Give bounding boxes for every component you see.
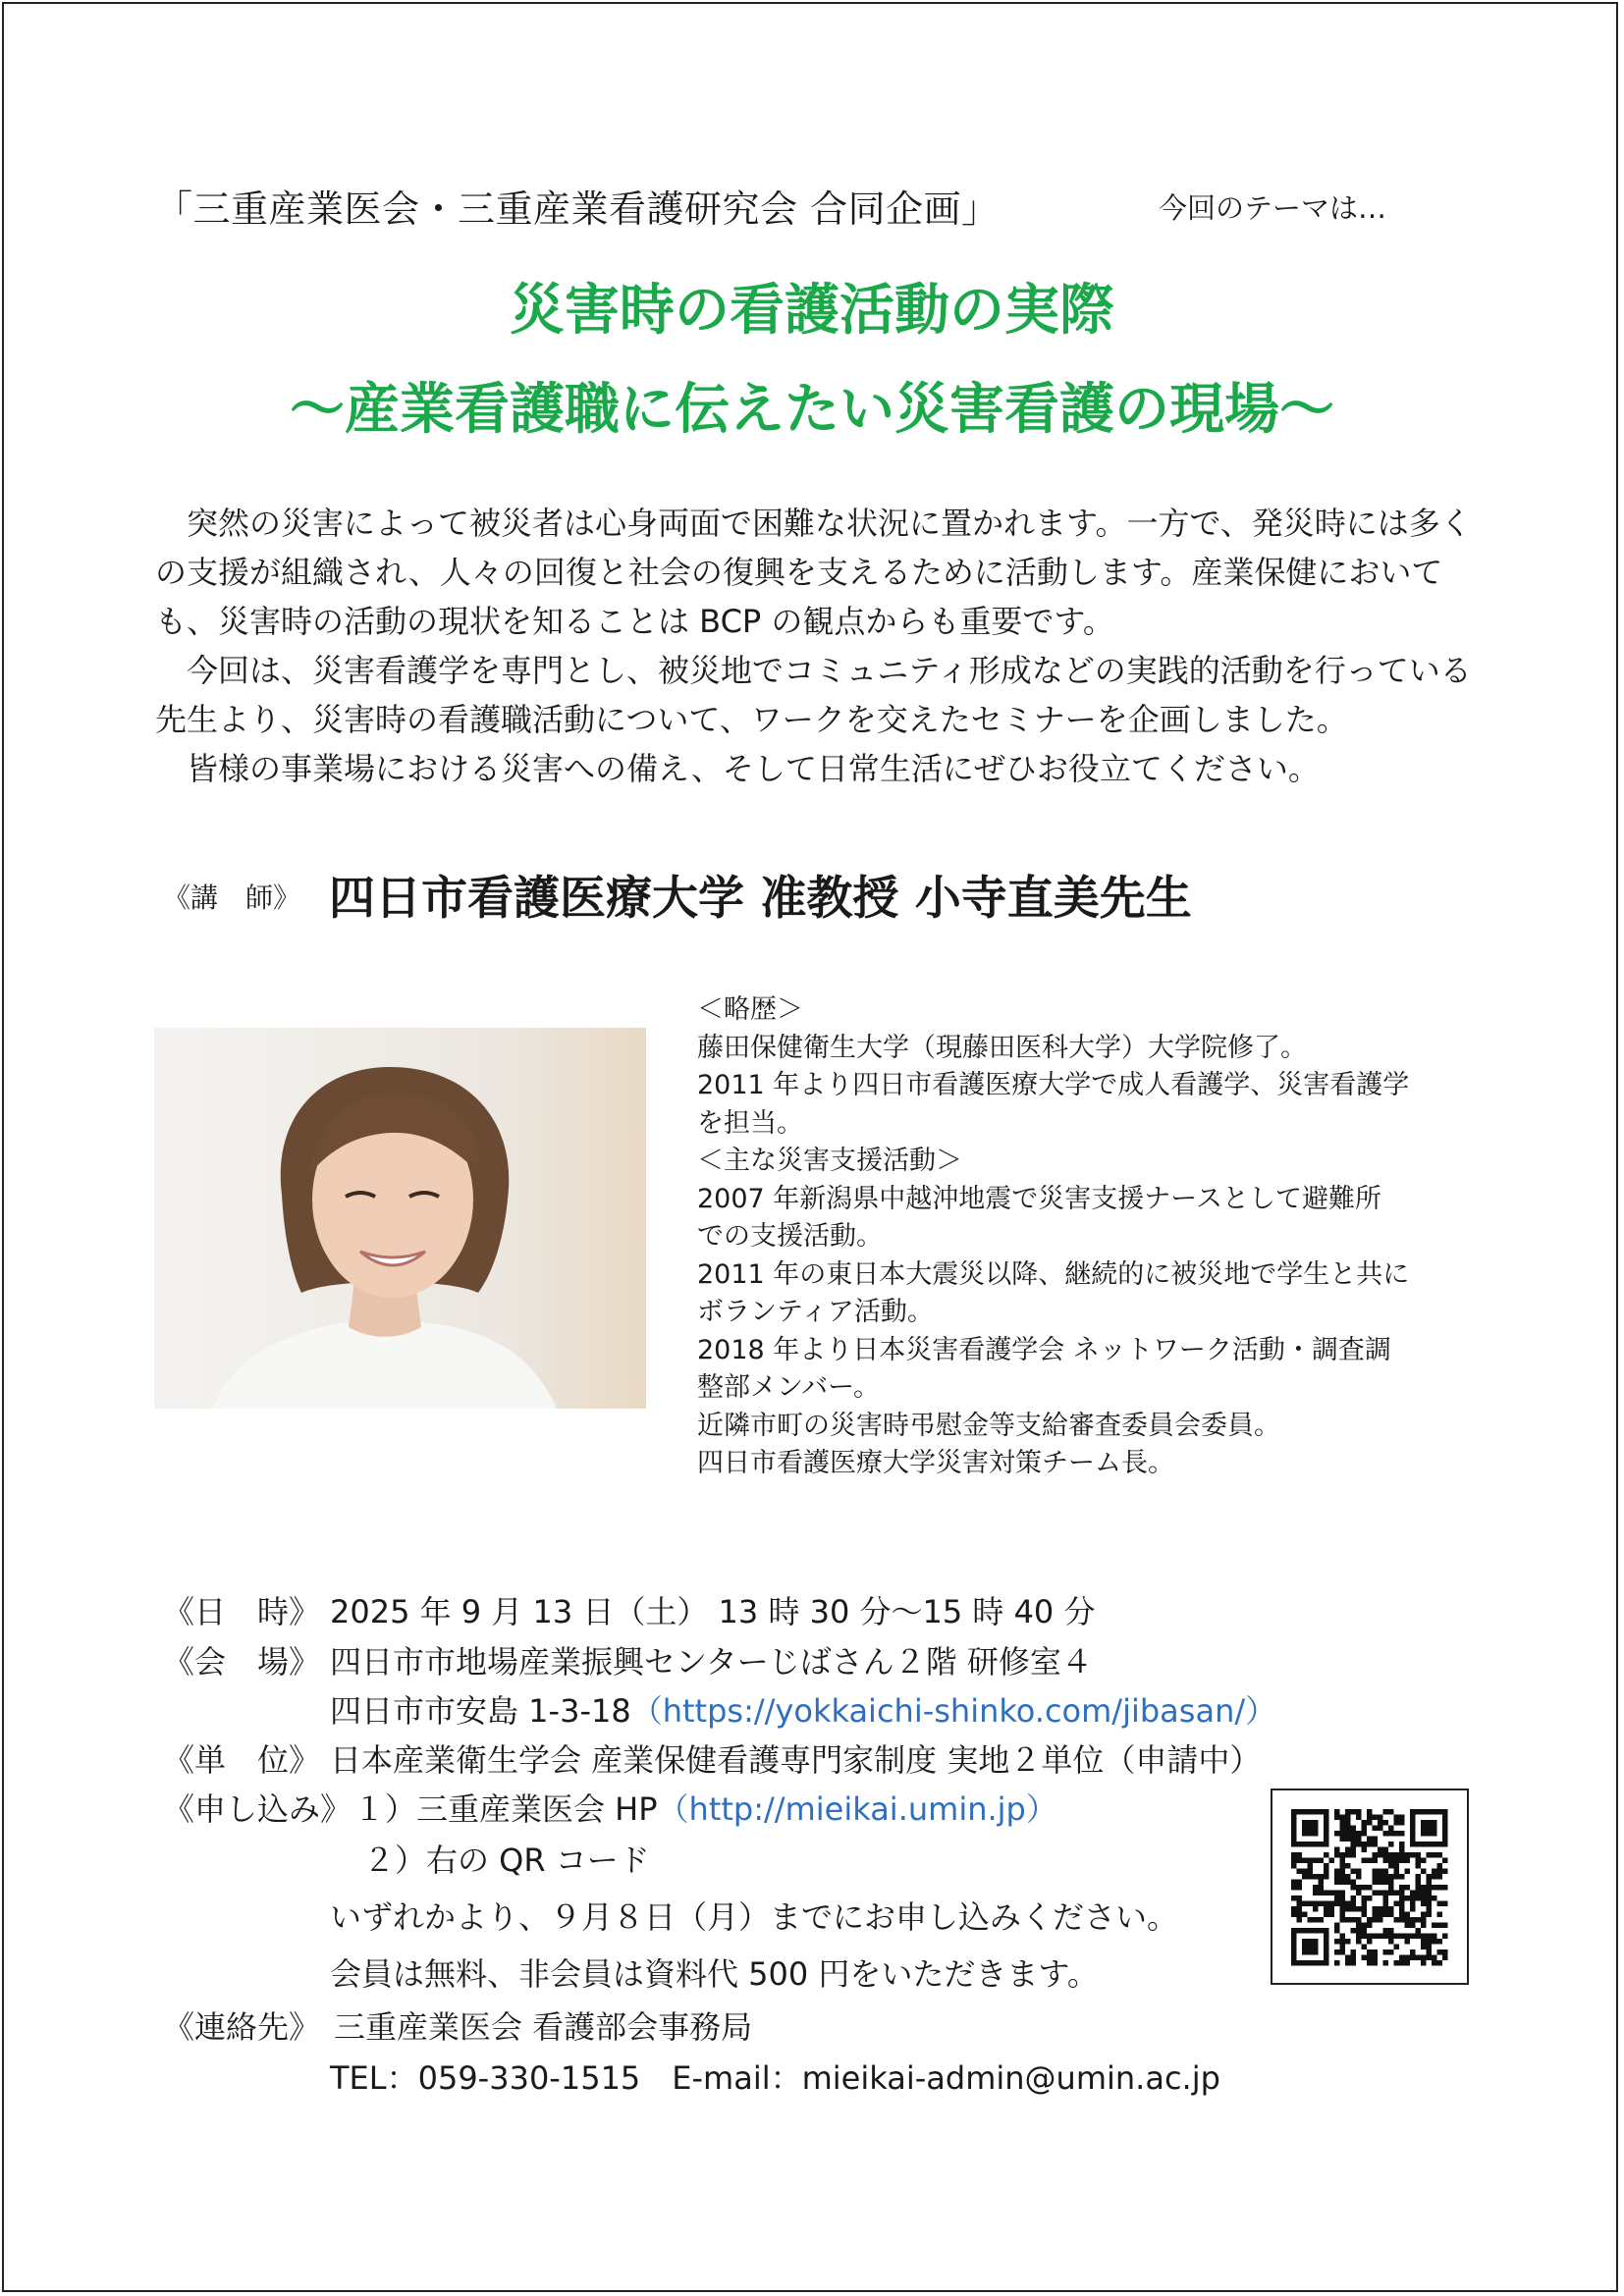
venue-value: 四日市市地場産業振興センターじばさん２階 研修室４ <box>330 1643 1093 1681</box>
datetime-row <box>163 1587 1095 1632</box>
address-row <box>330 1686 1276 1732</box>
apply-option-2: ２）右の QR コード <box>363 1842 650 1879</box>
lecturer-photo <box>154 1028 646 1409</box>
bio-line: 四日市看護医療大学災害対策チーム長。 <box>697 1448 1174 1478</box>
bio-line: 2018 年より日本災害看護学会 ネットワーク活動・調査調 <box>697 1334 1391 1365</box>
qr-code[interactable] <box>1271 1789 1469 1985</box>
intro-paragraph-2: 今回は、災害看護学を専門とし、被災地でコミュニティ形成などの実践的活動を行っている先生より、災害時の看護職活動について、ワークを交えたセミナーを企画しました。 <box>155 652 1472 738</box>
venue-url-link[interactable]: （https://yokkaichi-shinko.com/jibasan/） <box>630 1692 1277 1730</box>
fee-text: 会員は無料、非会員は資料代 500 円をいただきます。 <box>330 1955 1099 1993</box>
venue-address: 四日市市安島 1-3-18 <box>330 1692 631 1730</box>
apply-label: 《申し込み》 <box>163 1790 352 1828</box>
venue-label: 《会 場》 <box>163 1643 321 1681</box>
bio-line: ＜略歴＞ <box>697 994 803 1025</box>
bio-line: 整部メンバー。 <box>697 1372 881 1403</box>
event-header: 「三重産業医会・三重産業看護研究会 合同企画」 <box>155 187 1000 231</box>
intro-paragraph-3: 皆様の事業場における災害への備え、そして日常生活にぜひお役立てください。 <box>155 750 1320 787</box>
contact-label: 《連絡先》 <box>163 2008 321 2046</box>
bio-line: 近隣市町の災害時弔慰金等支給審査委員会委員。 <box>697 1410 1280 1441</box>
intro-text <box>155 499 1476 793</box>
venue-row <box>163 1637 1093 1682</box>
bio-line: 2011 年より四日市看護医療大学で成人看護学、災害看護学 <box>697 1070 1410 1100</box>
datetime-label: 《日 時》 <box>163 1593 321 1630</box>
apply-option-1: １）三重産業医会 HP <box>353 1790 658 1828</box>
apply-url-link[interactable]: （http://mieikai.umin.jp） <box>657 1790 1057 1828</box>
datetime-value: 2025 年 9 月 13 日（土） 13 時 30 分～15 時 40 分 <box>330 1593 1096 1630</box>
credit-label: 《単 位》 <box>163 1741 321 1779</box>
credit-value: 日本産業衛生学会 産業保健看護専門家制度 実地２単位（申請中） <box>330 1741 1262 1779</box>
lecturer-portrait-image <box>154 1028 646 1409</box>
seminar-title: 災害時の看護活動の実際 <box>510 279 1114 343</box>
bio-line: 2007 年新潟県中越沖地震で災害支援ナースとして避難所 <box>697 1183 1381 1214</box>
bio-line: ボランティア活動。 <box>697 1297 934 1327</box>
lecturer-name: 四日市看護医療大学 准教授 小寺直美先生 <box>329 872 1192 926</box>
contact-tel-email: TEL：059-330-1515 E-mail：mieikai-admin@umin.ac.jp <box>330 2059 1220 2097</box>
bio-line: 藤田保健衛生大学（現藤田医科大学）大学院修了。 <box>697 1032 1307 1063</box>
contact-organization: 三重産業医会 看護部会事務局 <box>334 2008 753 2046</box>
bio-line: での支援活動。 <box>697 1221 883 1252</box>
intro-paragraph-1: 突然の災害によって被災者は心身両面で困難な状況に置かれます。一方で、発災時には多くの支援が組織され、人々の回復と社会の復興を支えるために活動します。産業保健においても、災害時の活動の現状を知ることは BCP の観点からも重要です。 <box>155 505 1472 640</box>
bio-line: を担当。 <box>697 1107 803 1139</box>
deadline-text: いずれかより、９月８日（月）までにお申し込みください。 <box>330 1898 1179 1936</box>
contact-row <box>163 2002 752 2048</box>
lecturer-label: 《講 師》 <box>163 881 301 914</box>
credit-row <box>163 1735 1261 1781</box>
qr-code-image <box>1272 1790 1467 1983</box>
apply-row <box>163 1785 1057 1830</box>
theme-intro-text: 今回のテーマは… <box>1159 191 1387 225</box>
bio-line: 2011 年の東日本大震災以降、継続的に被災地で学生と共に <box>697 1258 1410 1290</box>
bio-line: ＜主な災害支援活動＞ <box>697 1146 962 1176</box>
seminar-subtitle: ～産業看護職に伝えたい災害看護の現場～ <box>290 378 1334 442</box>
lecturer-biography <box>697 991 1483 1483</box>
